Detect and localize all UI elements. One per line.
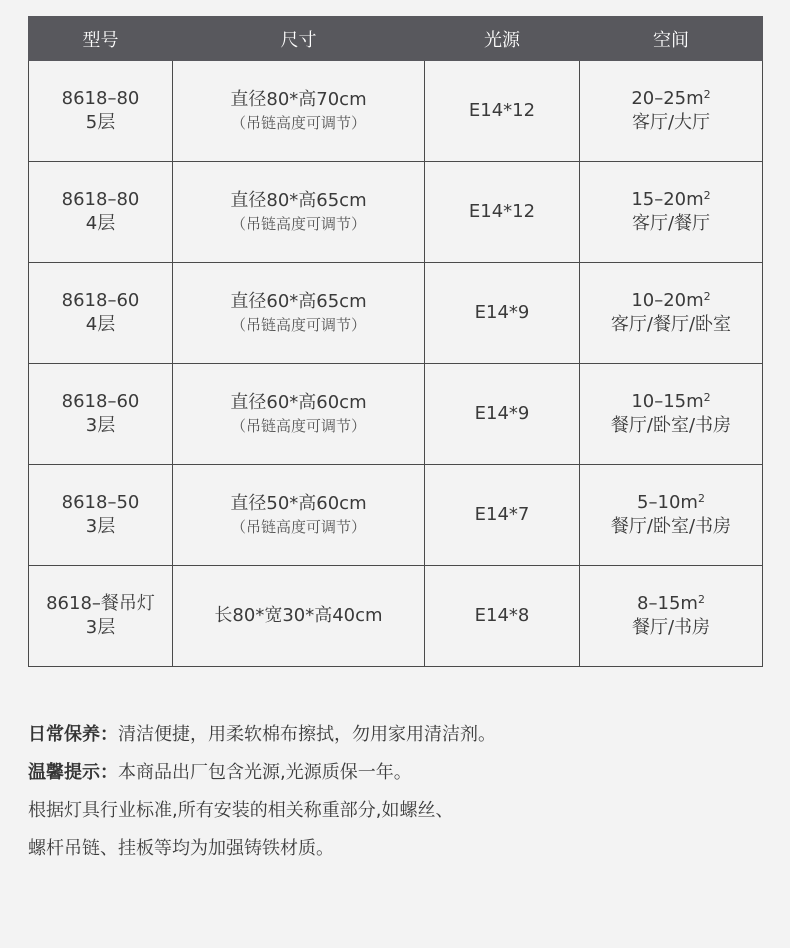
size-cell [173, 263, 425, 364]
care-label: 日常保养： [28, 724, 118, 745]
area-value [580, 491, 762, 515]
size-value: 直径60*高65cm [230, 291, 367, 312]
light-source-cell [425, 465, 580, 566]
notes-section [28, 716, 496, 868]
table-row [29, 263, 763, 364]
size-value: 直径80*高70cm [230, 89, 367, 110]
model-cell [29, 566, 173, 667]
area-number: 5–10m [637, 492, 698, 513]
light-source-value: E14*7 [474, 504, 530, 525]
light-source-cell [425, 162, 580, 263]
size-note: （吊链高度可调节） [230, 215, 366, 233]
header-model: 型号 [29, 17, 173, 61]
tip-text: 本商品出厂包含光源,光源质保一年。 [118, 762, 412, 783]
size-cell [173, 364, 425, 465]
area-unit-superscript: 2 [697, 492, 705, 505]
table-row [29, 364, 763, 465]
model-cell [29, 364, 173, 465]
area-value [580, 390, 762, 414]
model-number: 8618–60 [61, 391, 140, 412]
area-unit-superscript: 2 [703, 88, 711, 101]
light-source-cell [425, 61, 580, 162]
care-note [28, 716, 496, 754]
area-number: 15–20m [631, 189, 704, 210]
rooms-value: 餐厅/卧室/书房 [610, 415, 732, 436]
space-cell [580, 263, 763, 364]
size-value: 直径50*高60cm [230, 493, 367, 514]
space-cell [580, 162, 763, 263]
size-cell [173, 566, 425, 667]
table-row [29, 162, 763, 263]
rooms-value: 客厅/大厅 [631, 112, 711, 133]
area-value [580, 592, 762, 616]
model-number: 8618–餐吊灯 [46, 593, 155, 614]
size-note: （吊链高度可调节） [230, 316, 366, 334]
space-cell [580, 465, 763, 566]
model-tiers: 3层 [85, 617, 116, 638]
area-number: 20–25m [631, 88, 704, 109]
rooms-value: 客厅/餐厅 [631, 213, 711, 234]
table-row [29, 465, 763, 566]
light-source-cell [425, 364, 580, 465]
header-space: 空间 [580, 17, 763, 61]
model-tiers: 4层 [85, 314, 116, 335]
light-source-value: E14*9 [474, 403, 530, 424]
light-source-value: E14*12 [468, 100, 536, 121]
size-cell [173, 465, 425, 566]
area-unit-superscript: 2 [703, 290, 711, 303]
model-number: 8618–60 [61, 290, 140, 311]
model-cell [29, 263, 173, 364]
area-value [580, 87, 762, 111]
size-value: 长80*宽30*高40cm [214, 605, 383, 626]
area-value [580, 188, 762, 212]
size-value: 直径80*高65cm [230, 190, 367, 211]
tip-label: 温馨提示： [28, 762, 118, 783]
space-cell [580, 364, 763, 465]
model-tiers: 5层 [85, 112, 116, 133]
light-source-value: E14*12 [468, 201, 536, 222]
header-size: 尺寸 [173, 17, 425, 61]
model-cell [29, 61, 173, 162]
model-number: 8618–50 [61, 492, 140, 513]
spec-table [28, 16, 763, 667]
model-cell [29, 465, 173, 566]
space-cell [580, 61, 763, 162]
model-cell [29, 162, 173, 263]
area-unit-superscript: 2 [697, 593, 705, 606]
area-value [580, 289, 762, 313]
tip-note [28, 754, 496, 792]
size-cell [173, 162, 425, 263]
size-note: （吊链高度可调节） [230, 114, 366, 132]
light-source-cell [425, 566, 580, 667]
rooms-value: 客厅/餐厅/卧室 [610, 314, 732, 335]
size-cell [173, 61, 425, 162]
area-number: 10–15m [631, 391, 704, 412]
size-value: 直径60*高60cm [230, 392, 367, 413]
area-number: 10–20m [631, 290, 704, 311]
light-source-value: E14*9 [474, 302, 530, 323]
rooms-value: 餐厅/卧室/书房 [610, 516, 732, 537]
space-cell [580, 566, 763, 667]
table-row [29, 61, 763, 162]
area-unit-superscript: 2 [703, 189, 711, 202]
size-note: （吊链高度可调节） [230, 518, 366, 536]
care-text: 清洁便捷，用柔软棉布擦拭，勿用家用清洁剂。 [118, 724, 496, 745]
area-unit-superscript: 2 [703, 391, 711, 404]
model-number: 8618–80 [61, 189, 140, 210]
table-row [29, 566, 763, 667]
model-tiers: 3层 [85, 415, 116, 436]
light-source-cell [425, 263, 580, 364]
size-note: （吊链高度可调节） [230, 417, 366, 435]
light-source-value: E14*8 [474, 605, 530, 626]
standard-note-line2: 螺杆吊链、挂板等均为加强铸铁材质。 [28, 838, 334, 859]
model-tiers: 4层 [85, 213, 116, 234]
header-light-source: 光源 [425, 17, 580, 61]
rooms-value: 餐厅/书房 [631, 617, 711, 638]
model-tiers: 3层 [85, 516, 116, 537]
area-number: 8–15m [637, 593, 698, 614]
model-number: 8618–80 [61, 88, 140, 109]
table-header-row [29, 17, 763, 61]
standard-note-line1: 根据灯具行业标准,所有安装的相关称重部分,如螺丝、 [28, 800, 454, 821]
